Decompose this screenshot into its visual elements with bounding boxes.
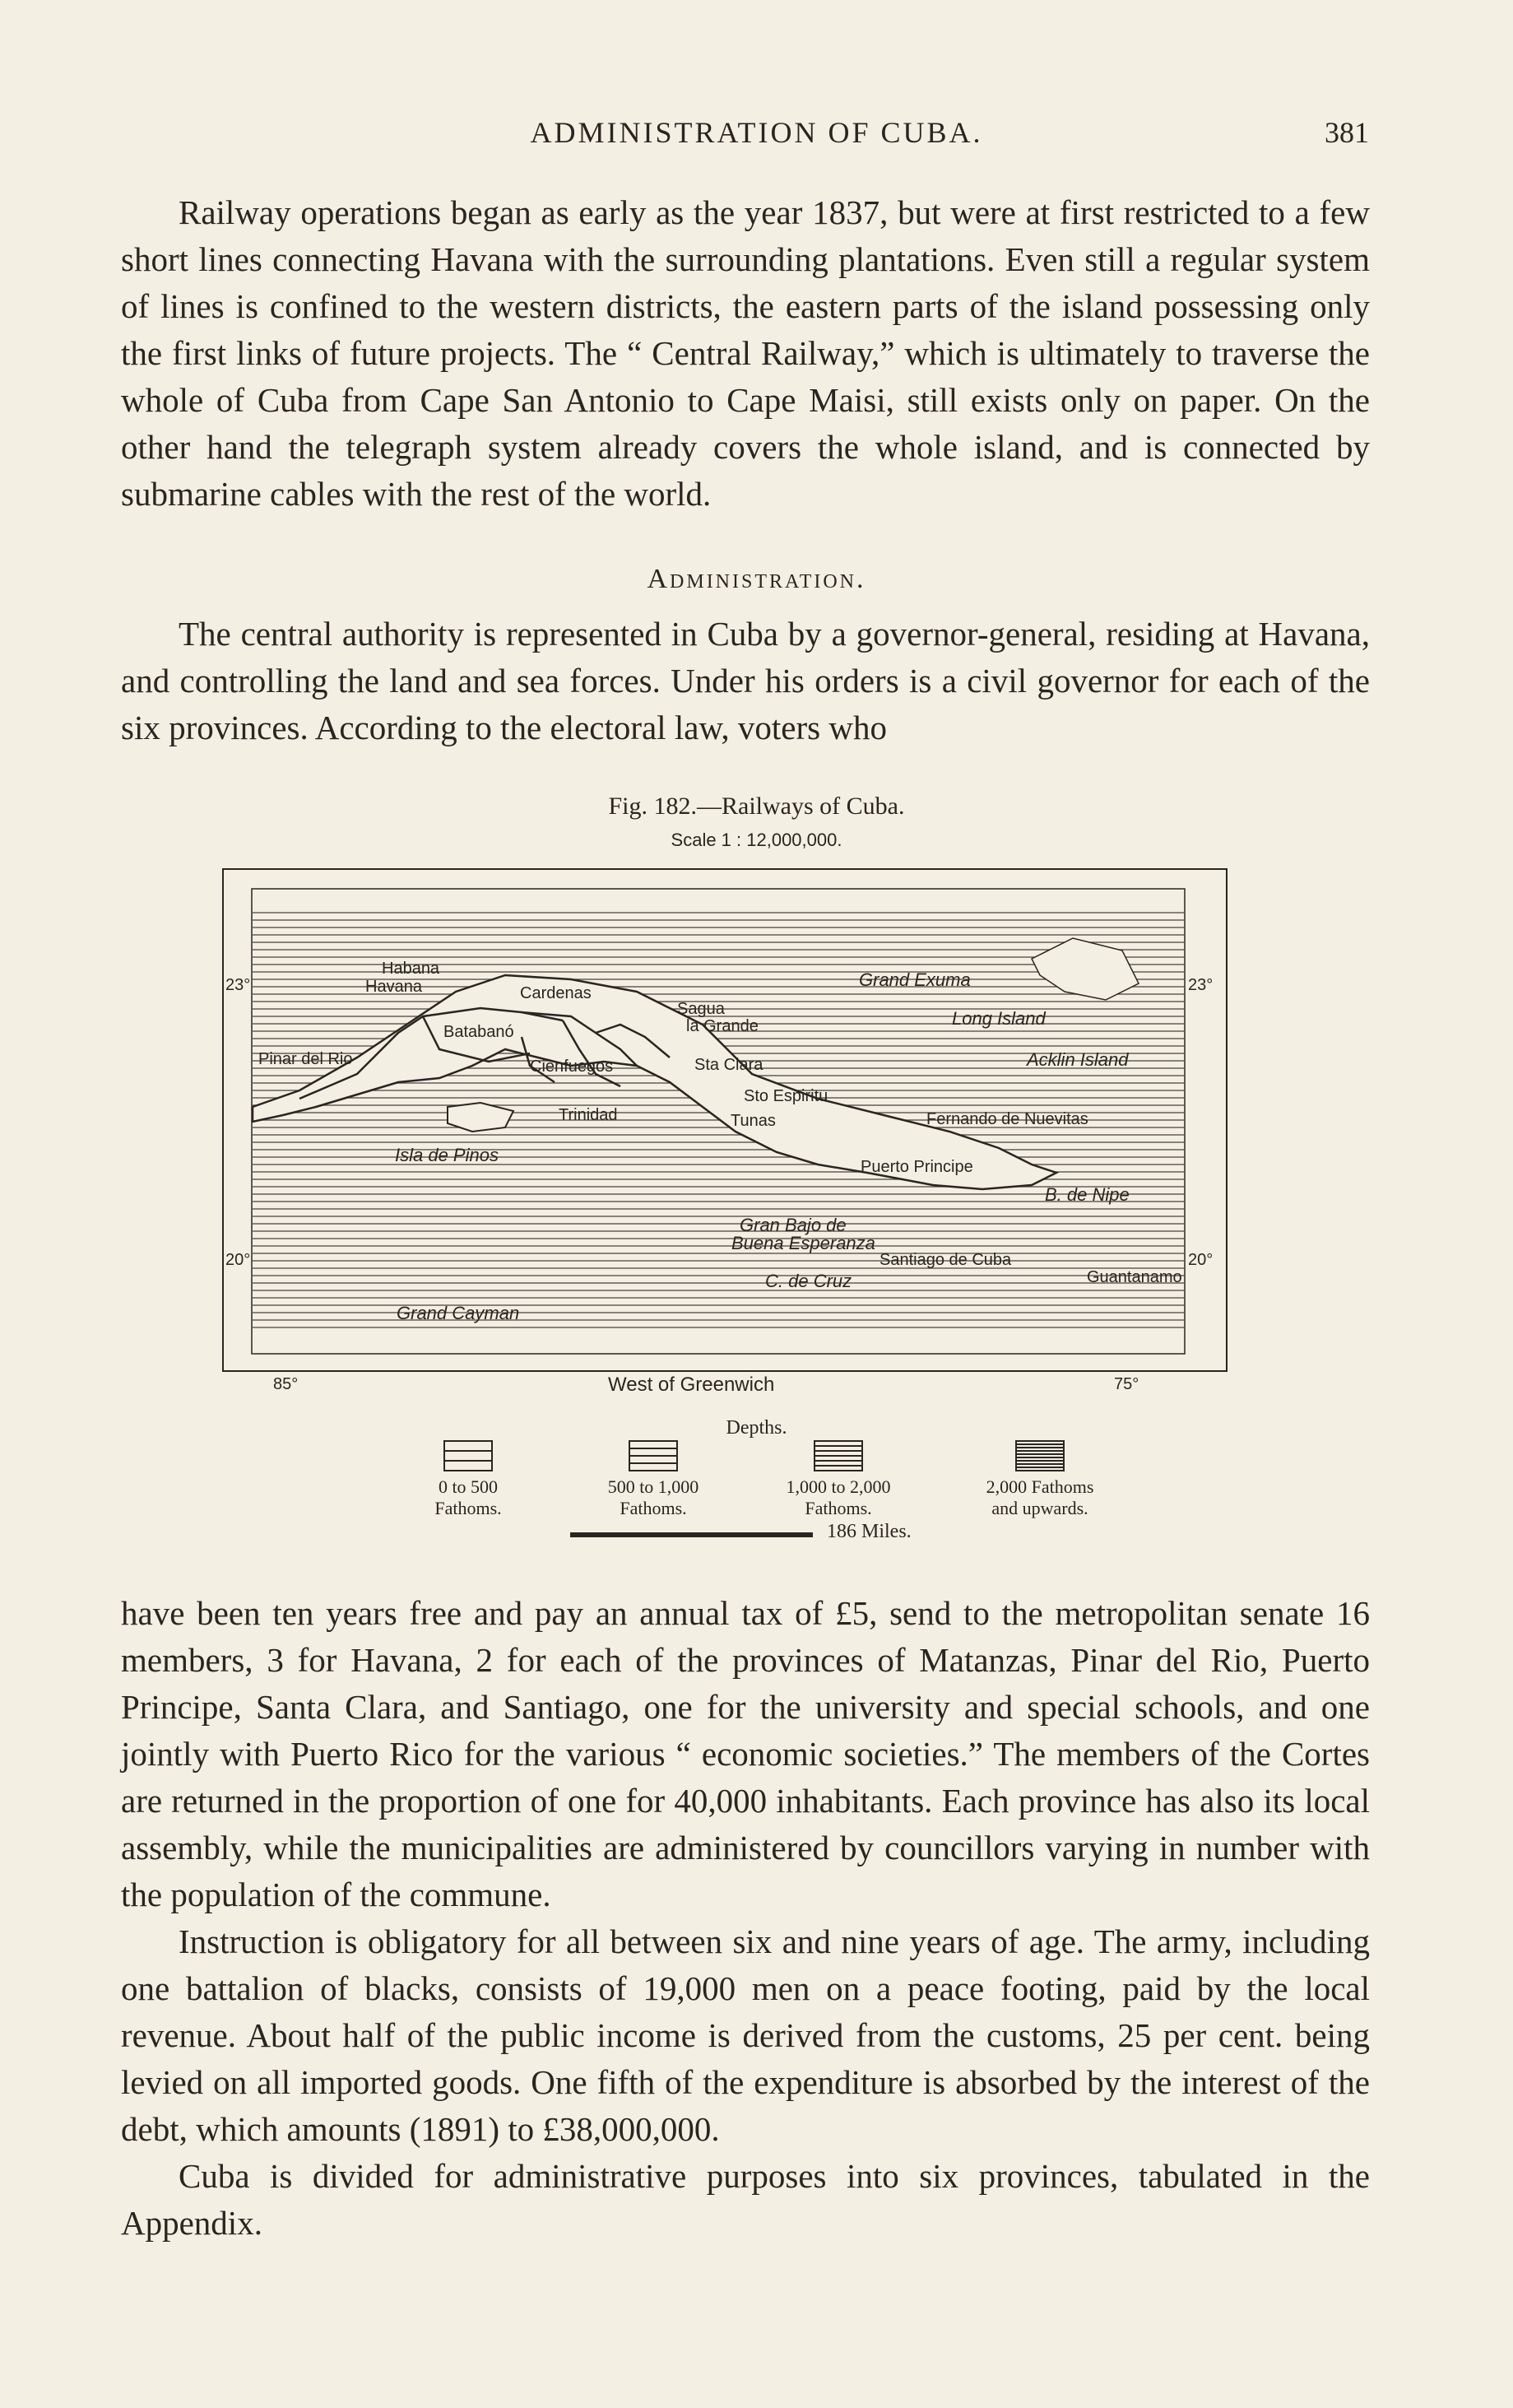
label-pinar: Pinar del Rio [258,1050,353,1068]
lat-23-left: 23° [225,976,251,994]
railway-map [209,860,1239,1403]
section-heading: Administration. [647,564,866,594]
swatch-2000-plus [1015,1440,1065,1471]
label-cardenas: Cardenas [520,984,592,1002]
lat-20-left: 20° [225,1251,251,1269]
running-title: ADMINISTRATION OF CUBA. [530,116,983,149]
legend-item-shallow [378,1440,559,1519]
label-guantanamo: Guantanamo [1087,1268,1182,1286]
label-la-grande: la Grande [686,1017,759,1035]
paragraph-instruction: Instruction is obligatory for all between six and nine years of age. The army, including one battalion of blacks, consists of 19,000 men on a peace footing, paid by the local revenue. About half of the public income is derived from the customs, 25 per cent. being levied on all imported goods. One fifth of the expenditure is absorbed by the interest of the debt, which amounts (1891) to £38,000,000. [121,1922,1370,2148]
label-fernando: Fernando de Nuevitas [926,1110,1088,1128]
legend-item-medium [563,1440,744,1519]
label-tunas: Tunas [731,1112,776,1130]
label-sagua: Sagua [677,1000,725,1018]
paragraph-admin-cont: have been ten years free and pay an annual tax of £5, send to the metropolitan senate 16 members, 3 for Havana, 2 for each of the provinces of Matanzas, Pinar del Rio, Puerto Principe, Santa Clara, and Santiago, one for the university and special schools, and one jointly with Puerto Rico for the various “ economic societies.” The members of the Cortes are returned in the proportion of one for 40,000 inhabitants. Each province has also its local assembly, while the municipalities are administered by councillors varying in number with the population of the commune. [121,1594,1370,1913]
label-batabano: Batabanó [443,1023,514,1041]
label-havana: Havana [365,978,422,996]
swatch-1000-2000 [814,1440,863,1471]
legend-500-1000-line1: 500 to 1,000 [607,1476,699,1497]
paragraph-provinces: Cuba is divided for administrative purposes into six provinces, tabulated in the Appendix. [121,2157,1370,2242]
page-number: 381 [1325,116,1369,149]
scale-bar [570,1532,813,1537]
legend-500-1000-line2: Fathoms. [620,1498,687,1518]
label-c-de-cruz: C. de Cruz [765,1271,852,1291]
legend-1000-2000-line2: Fathoms. [805,1498,872,1518]
lat-23-right: 23° [1188,976,1214,994]
legend-item-deepest [949,1440,1130,1519]
label-gran-bajo: Gran Bajo de [740,1215,847,1235]
label-cienfuegos: Cienfuegos [530,1058,614,1076]
label-sto-espiritu: Sto Espiritu [744,1087,828,1105]
paragraph-railways: Railway operations began as early as the year 1837, but were at first restricted to a few short lines connecting Havana with the surrounding plantations. Even still a regular system of lines is confined to the western districts, the eastern parts of the island possessing only the first links of future projects. The “ Central Railway,” which is ultimately to traverse the whole of Cuba from Cape San Antonio to Cape Maisi, still exists only on paper. On the other hand the telegraph system already covers the whole island, and is connected by submarine cables with the rest of the world. [121,193,1370,513]
legend-0-500-line1: 0 to 500 [438,1476,499,1497]
lon-85: 85° [273,1375,299,1393]
label-grand-cayman: Grand Cayman [397,1303,520,1323]
running-head [0,115,1513,156]
label-sta-clara: Sta Clara [694,1056,763,1074]
label-acklin: Acklin Island [1027,1049,1129,1070]
legend-item-deep [748,1440,929,1519]
label-grand-exuma: Grand Exuma [859,969,971,990]
swatch-0-500 [443,1440,493,1471]
figure-caption: Fig. 182.—Railways of Cuba. [608,793,905,820]
legend-title: Depths. [726,1417,787,1439]
swatch-500-1000 [629,1440,678,1471]
legend-2000-plus-line2: and upwards. [991,1498,1088,1518]
paragraph-admin-intro: The central authority is represented in Cuba by a governor-general, residing at Havana, and controlling the land and sea forces. Under his orders is a civil governor for each of the six provinces. According to the electoral law, voters who [121,615,1370,746]
label-trinidad: Trinidad [559,1106,618,1124]
lat-20-right: 20° [1188,1251,1214,1269]
lon-75: 75° [1114,1375,1139,1393]
label-isla-pinos: Isla de Pinos [395,1145,499,1165]
legend-1000-2000-line1: 1,000 to 2,000 [786,1476,891,1497]
figure-scale: Scale 1 : 12,000,000. [671,830,842,850]
label-b-de-nipe: B. de Nipe [1045,1184,1130,1205]
legend-0-500-line2: Fathoms. [434,1498,502,1518]
label-buena-esperanza: Buena Esperanza [731,1233,875,1253]
label-puerto-principe: Puerto Principe [861,1158,973,1176]
west-of-greenwich: West of Greenwich [608,1374,775,1396]
label-long-island: Long Island [952,1008,1046,1029]
label-habana: Habana [382,960,440,978]
scale-bar-label: 186 Miles. [827,1521,912,1542]
label-santiago: Santiago de Cuba [879,1251,1012,1269]
legend-2000-plus-line1: 2,000 Fathoms [986,1476,1094,1497]
